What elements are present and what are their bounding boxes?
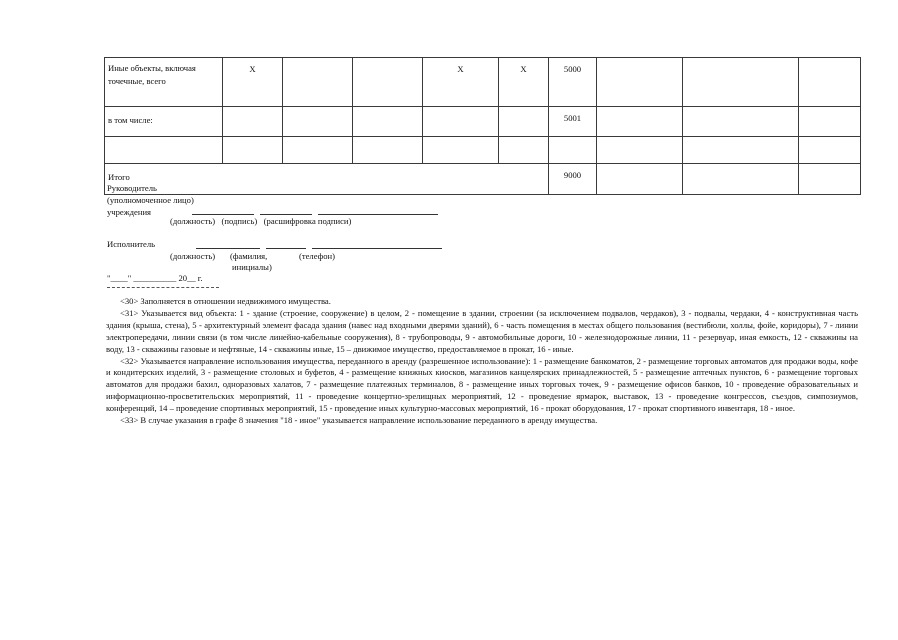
footnote-separator — [107, 287, 219, 288]
table-cell: X — [423, 58, 499, 107]
table-cell — [353, 137, 423, 164]
table-cell — [683, 137, 799, 164]
table-cell — [223, 137, 283, 164]
row-name-cell — [105, 137, 223, 164]
row-name-cell: Иные объекты, включая точечные, всего — [105, 58, 223, 107]
table-cell — [597, 58, 683, 107]
table-cell — [683, 164, 799, 195]
table-cell — [597, 107, 683, 137]
table-row — [105, 107, 861, 137]
property-table — [104, 57, 861, 195]
table-cell — [499, 107, 549, 137]
table-cell — [283, 137, 353, 164]
executor-phone-line — [312, 248, 442, 249]
footnotes — [106, 296, 858, 427]
date-line: "____" __________ 20__ г. — [107, 273, 203, 283]
row-name-cell: в том числе: — [105, 107, 223, 137]
total-code-cell: 9000 — [549, 164, 597, 195]
table-row — [105, 137, 861, 164]
footnote-30: <30> Заполняется в отношении недвижимого имущества. — [120, 296, 331, 306]
table-cell — [549, 137, 597, 164]
table-row — [105, 58, 861, 107]
footnote-32: <32> Указывается направление использования имущества, переданного в аренду (разрешенное использование): 1 - размещение банкоматов, 2 - размещение торговых автоматов для продажи воды, кофе и кондитерских изделий, 3 - размещение столовых и буфетов, 4 - размещение книжных киосков, магазинов канцелярских принадлежностей, 5 - размещение аптечных пунктов, 6 - размещение торговых автоматов для продажи бахил, одноразовых халатов, 7 - размещение платежных терминалов, 8 - размещение иных торговых точек, 9 - размещение офисов банков, 10 - проведение образовательных и информационно-просветительских мероприятий, 11 - проведение концертно-зрелищных мероприятий, 12 - проведение ярмарок, выставок, 13 - проведение конгрессов, съездов, симпозиумов, конференций, 14 – проведение спортивных мероприятий, 15 - проведение иных культурно-массовых мероприятий, 16 - прокат оборудования, 17 - прокат спортивного инвентаря, 18 - иное. — [106, 355, 858, 414]
table-cell — [597, 164, 683, 195]
footnote-33: <33> В случае указания в графе 8 значения "18 - иное" указывается направление использование переданного в аренду имущества. — [120, 415, 598, 426]
table-cell — [799, 107, 861, 137]
head-position-line — [192, 214, 254, 215]
total-row — [105, 164, 861, 195]
head-title-line1: Руководитель — [107, 183, 157, 193]
line-code-cell: 5000 — [549, 58, 597, 107]
table-cell — [799, 137, 861, 164]
table-cell — [223, 107, 283, 137]
table-cell: X — [223, 58, 283, 107]
table-cell — [683, 58, 799, 107]
total-label: Итого — [105, 164, 549, 195]
executor-caption-name-1: (фамилия, — [230, 251, 268, 261]
head-signature-line — [260, 214, 312, 215]
table-cell — [283, 107, 353, 137]
executor-caption-name-2: инициалы) — [232, 262, 272, 272]
executor-caption-position: (должность) — [170, 251, 216, 261]
head-captions: (должность) (подпись) (расшифровка подписи) — [170, 216, 352, 226]
executor-name-line — [266, 248, 306, 249]
table-cell — [499, 137, 549, 164]
head-title-line2: (уполномоченное лицо) — [107, 195, 194, 205]
head-name-line — [318, 214, 438, 215]
table-cell: X — [499, 58, 549, 107]
footnote-31: <31> Указывается вид объекта: 1 - здание (строение, сооружение) в целом, 2 - помещение в здании, строении (за исключением подвалов, чердаков), 3 - подвалы, чердаки, 4 - конструктивная часть здания (крыша, стена), 5 - архитектурный элемент фасада здания (навес над входными дверями зданий), 6 - часть помещения в местах общего пользования (вестибюли, холлы, фойе, коридоры), 7 - линии электропередачи, линии связи (в том числе линейно-кабельные сооружения), 8 - трубопроводы, 9 - автомобильные дороги, 10 - железнодорожные линии, 11 - резервуар, иная емкость, 12 - скважины на воду, 13 - скважины газовые и нефтяные, 14 - скважины иные, 15 – движимое имущество, предоставляемое в прокат, 16 - иные. — [106, 307, 858, 354]
table-cell — [799, 164, 861, 195]
table-cell — [423, 137, 499, 164]
table-cell — [353, 58, 423, 107]
table-cell — [283, 58, 353, 107]
executor-label: Исполнитель — [107, 239, 156, 249]
table-cell — [799, 58, 861, 107]
executor-position-line — [196, 248, 260, 249]
table-cell — [683, 107, 799, 137]
head-title-line3: учреждения — [107, 207, 152, 217]
table-cell — [423, 107, 499, 137]
line-code-cell: 5001 — [549, 107, 597, 137]
table-cell — [353, 107, 423, 137]
executor-caption-phone: (телефон) — [299, 251, 335, 261]
table-cell — [597, 137, 683, 164]
